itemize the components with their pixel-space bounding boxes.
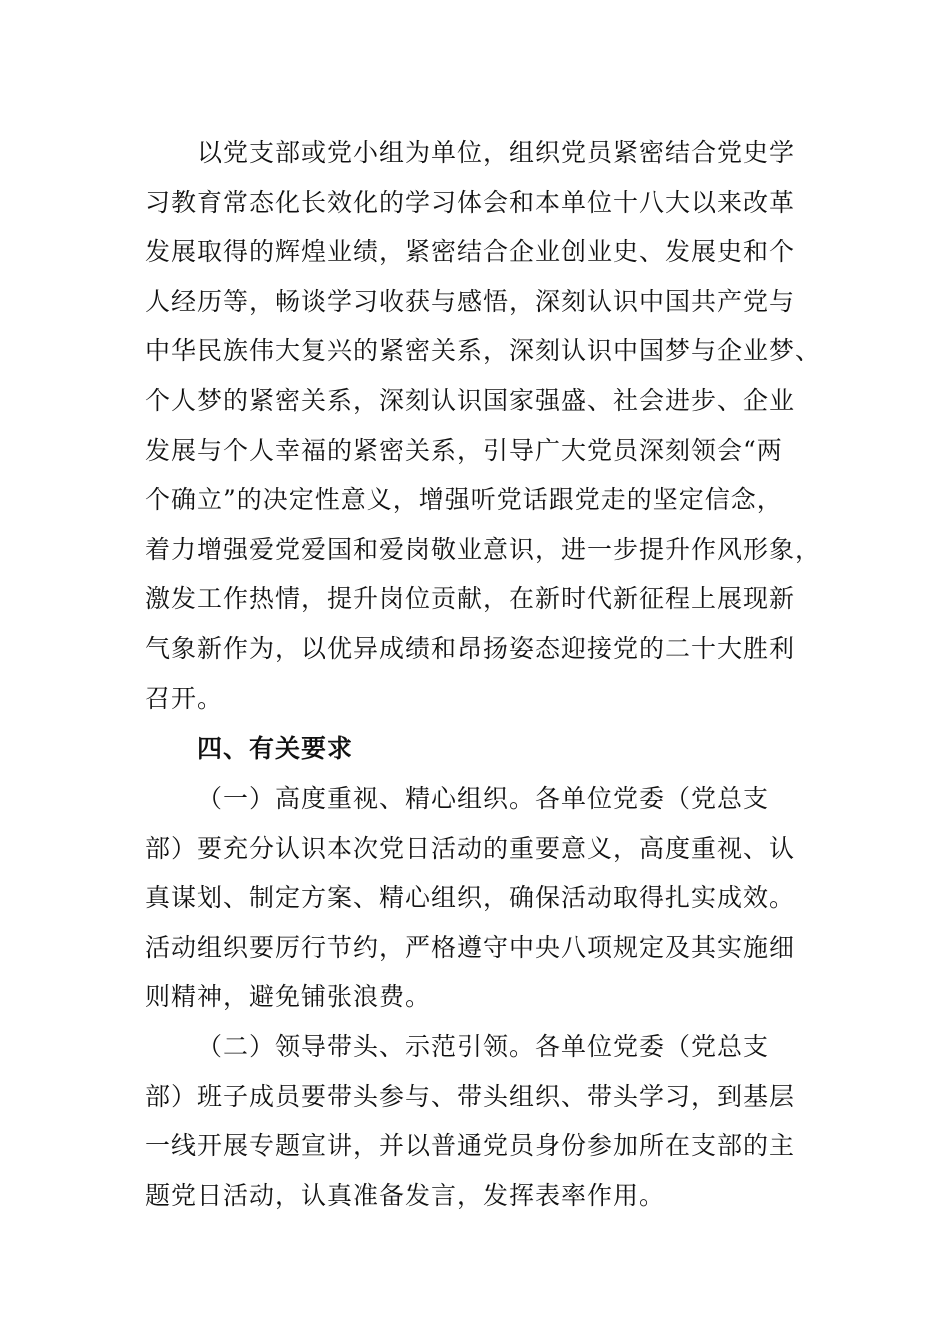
text-line: 则精神，避免铺张浪费。 <box>145 982 432 1012</box>
text-line: 人经历等，畅谈学习收获与感悟，深刻认识中国共产党与 <box>145 286 796 316</box>
text-line: 着力增强爱党爱国和爱岗敬业意识，进一步提升作风形象， <box>145 534 822 564</box>
text-line: 活动组织要厉行节约，严格遵守中央八项规定及其实施细 <box>145 932 796 962</box>
text-line: 中华民族伟大复兴的紧密关系，深刻认识中国梦与企业梦、 <box>145 336 822 366</box>
text-line: （一）高度重视、精心组织。各单位党委（党总支 <box>197 784 770 813</box>
text-line: （二）领导带头、示范引领。各单位党委（党总支 <box>197 1032 770 1061</box>
text-line: 以党支部或党小组为单位，组织党员紧密结合党史学 <box>197 138 796 167</box>
text-line: 一线开展专题宣讲，并以普通党员身份参加所在支部的主 <box>145 1131 796 1161</box>
text-line: 个确立”的决定性意义，增强听党话跟党走的坚定信念， <box>145 485 783 515</box>
text-line: 发展取得的辉煌业绩，紧密结合企业创业史、发展史和个 <box>145 237 796 267</box>
paragraph-requirement-one <box>145 774 795 1022</box>
text-line: 部）班子成员要带头参与、带头组织、带头学习，到基层 <box>145 1081 796 1111</box>
text-line: 发展与个人幸福的紧密关系，引导广大党员深刻领会“两 <box>145 435 783 465</box>
text-line: 气象新作为，以优异成绩和昂扬姿态迎接党的二十大胜利 <box>145 633 796 663</box>
text-line: 部）要充分认识本次党日活动的重要意义，高度重视、认 <box>145 833 796 863</box>
paragraph-activity-content <box>145 128 822 723</box>
text-line: 召开。 <box>145 683 224 713</box>
text-line: 题党日活动，认真准备发言，发挥表率作用。 <box>145 1180 666 1210</box>
text-line: 习教育常态化长效化的学习体会和本单位十八大以来改革 <box>145 187 796 217</box>
text-line: 真谋划、制定方案、精心组织，确保活动取得扎实成效。 <box>145 883 796 913</box>
section-heading: 四、有关要求 <box>197 734 354 763</box>
text-line: 激发工作热情，提升岗位贡献，在新时代新征程上展现新 <box>145 584 796 614</box>
paragraph-requirement-two <box>145 1022 795 1220</box>
text-line: 个人梦的紧密关系，深刻认识国家强盛、社会进步、企业 <box>145 385 796 415</box>
